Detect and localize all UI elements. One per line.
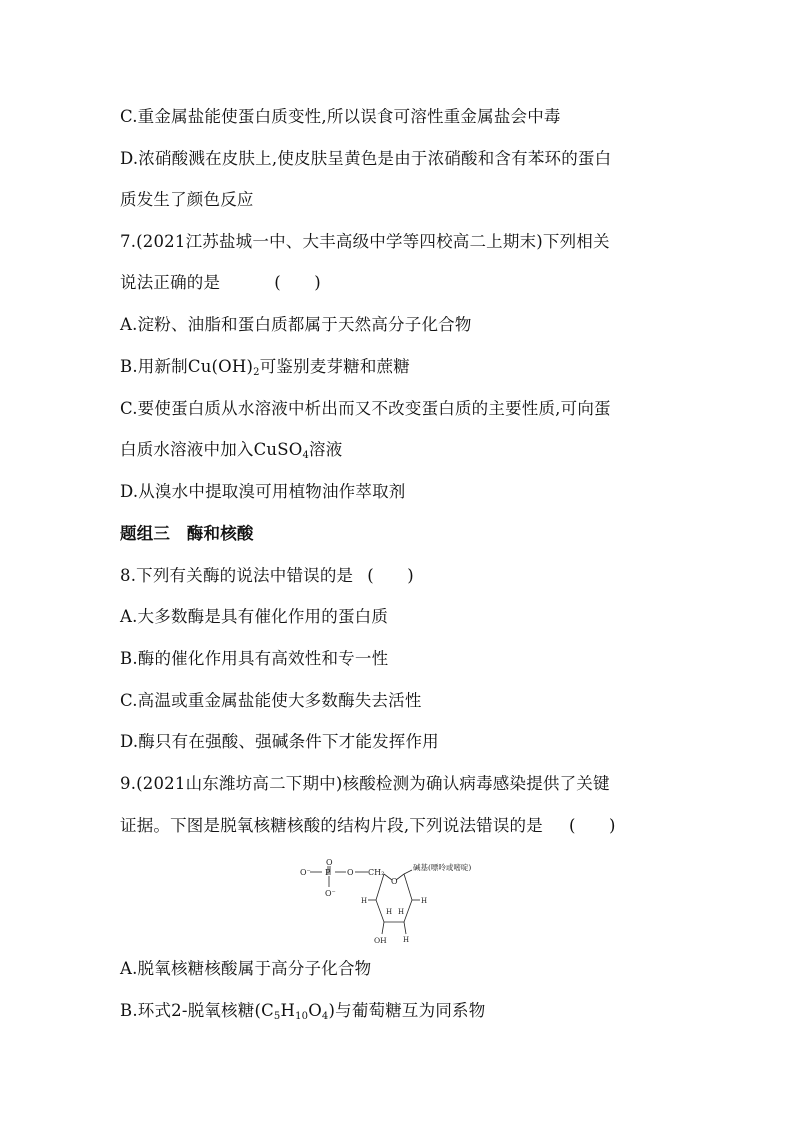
q7-option-d: D.从溴水中提取溴可用植物油作萃取剂 <box>120 482 406 501</box>
q9-option-b-sub2: 10 <box>295 1011 309 1022</box>
q7-stem-text: 说法正确的是 <box>120 273 221 292</box>
q9-option-b-h: H <box>280 1001 296 1020</box>
q9-option-b-sub1: 5 <box>273 1011 281 1022</box>
structure-p: P <box>325 868 331 877</box>
q9-option-a: A.脱氧核糖核酸属于高分子化合物 <box>120 959 372 978</box>
q7-option-b-post: 可鉴别麦芽糖和蔗糖 <box>259 357 410 376</box>
q9-option-b-post: )与葡萄糖互为同系物 <box>328 1001 486 1020</box>
q8-option-b: B.酶的催化作用具有高效性和专一性 <box>120 649 389 668</box>
structure-base-label: 碱基(嘌呤或嘧啶) <box>413 863 472 872</box>
q7-option-a: A.淀粉、油脂和蛋白质都属于天然高分子化合物 <box>120 315 472 334</box>
q7-option-c-line2 <box>120 439 342 461</box>
q8-option-c: C.高温或重金属盐能使大多数酶失去活性 <box>120 691 422 710</box>
q9-answer-blank: ( ) <box>568 816 616 835</box>
q9-stem-line2 <box>120 815 616 837</box>
q8-stem-text: 8.下列有关酶的说法中错误的是 <box>120 566 354 585</box>
q6-option-c: C.重金属盐能使蛋白质变性,所以误食可溶性重金属盐会中毒 <box>120 107 561 126</box>
q9-option-b <box>120 1000 485 1022</box>
q7-option-c-pre: 白质水溶液中加入CuSO <box>120 440 303 459</box>
q7-option-b-pre: B.用新制Cu(OH) <box>120 357 254 376</box>
q9-stem-line1: 9.(2021山东潍坊高二下期中)核酸检测为确认病毒感染提供了关键 <box>120 774 610 793</box>
structure-h1: H <box>361 897 368 905</box>
q8-answer-blank: ( ) <box>367 566 414 585</box>
structure-oh: OH <box>374 936 387 945</box>
structure-o-minus-left: O⁻ <box>300 868 311 877</box>
section-heading: 题组三 酶和核酸 <box>120 524 254 543</box>
q9-option-b-sub3: 4 <box>321 1011 329 1022</box>
q7-option-c-line1: C.要使蛋白质从水溶液中析出而又不改变蛋白质的主要性质,可向蛋 <box>120 399 611 418</box>
q8-option-a: A.大多数酶是具有催化作用的蛋白质 <box>120 607 389 626</box>
q9-option-b-pre: B.环式2-脱氧核糖(C <box>120 1001 274 1020</box>
q8-option-d: D.酶只有在强酸、强碱条件下才能发挥作用 <box>120 732 439 751</box>
q9-stem-text: 证据。下图是脱氧核糖核酸的结构片段,下列说法错误的是 <box>120 816 543 835</box>
structure-o-minus-bottom: O⁻ <box>325 889 336 898</box>
q7-option-b-subscript: 2 <box>253 367 260 378</box>
structure-o-link: O <box>347 868 354 877</box>
q7-option-b <box>120 356 410 378</box>
structure-h2: H <box>421 897 428 905</box>
q7-stem-line1: 7.(2021江苏盐城一中、大丰高级中学等四校高二上期末)下列相关 <box>120 232 610 251</box>
q7-option-c-subscript: 4 <box>302 450 310 461</box>
q6-option-d-line2: 质发生了颜色反应 <box>120 190 254 209</box>
structure-h3: H <box>386 908 393 916</box>
q8-stem <box>120 565 414 587</box>
q7-option-c-post: 溶液 <box>309 440 343 459</box>
q6-option-d-line1: D.浓硝酸溅在皮肤上,使皮肤呈黄色是由于浓硝酸和含有苯环的蛋白 <box>120 149 612 168</box>
structure-h5: H <box>403 936 410 944</box>
q7-answer-blank: ( ) <box>274 273 321 292</box>
structure-h4: H <box>398 908 405 916</box>
structure-ring-o: O <box>391 877 398 886</box>
q7-stem-line2 <box>120 272 321 294</box>
structure-o-top: O <box>326 858 333 867</box>
deoxyribose-structure-diagram <box>300 858 510 954</box>
structure-ch2: CH₂ <box>368 868 385 877</box>
q9-option-b-o: O <box>308 1001 322 1020</box>
